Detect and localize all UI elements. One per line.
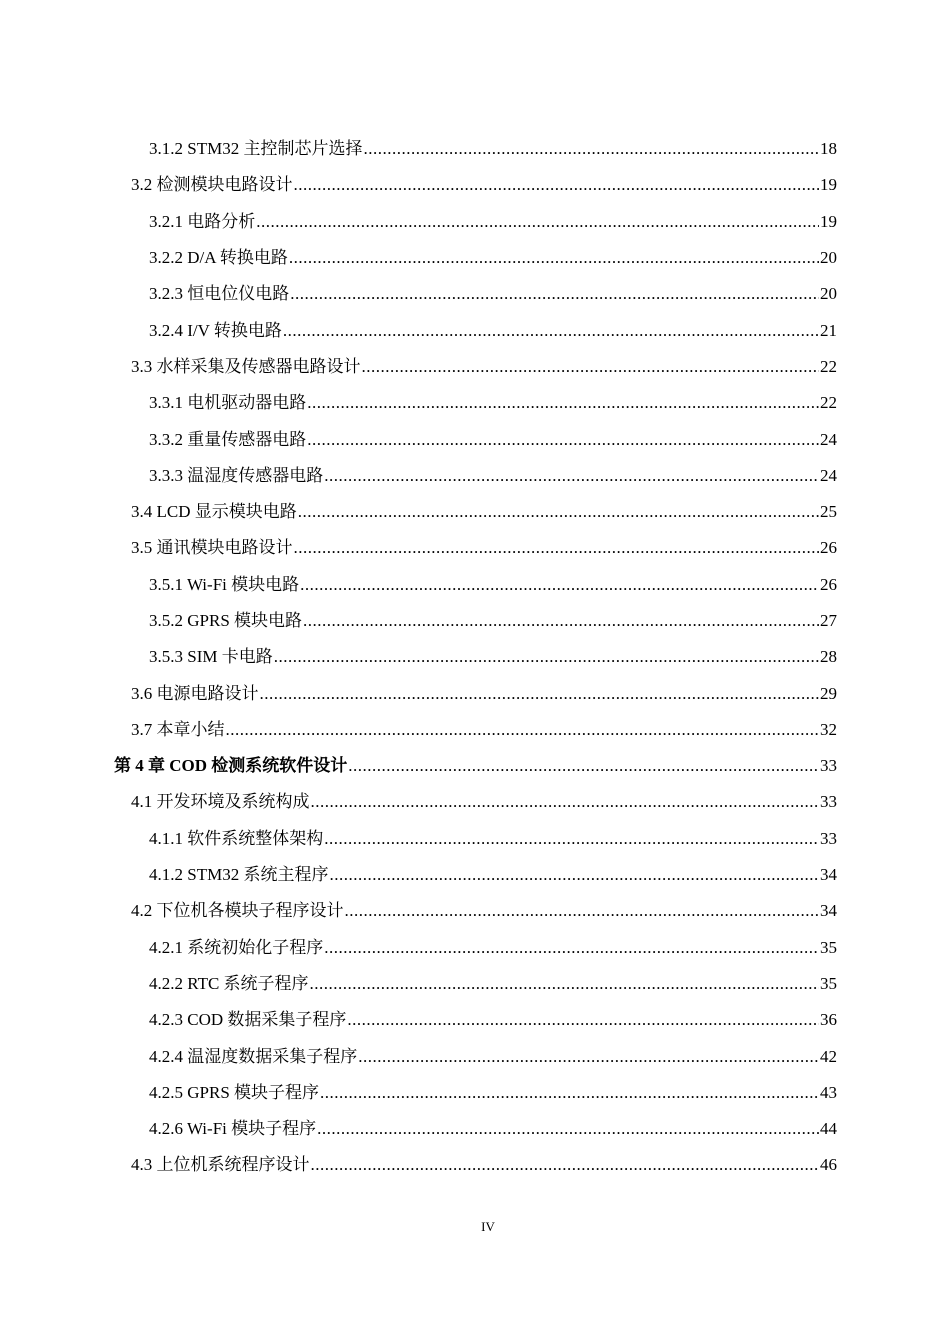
toc-dot-leader xyxy=(347,1010,819,1030)
toc-entry[interactable] xyxy=(0,312,950,348)
toc-entry-page: 33 xyxy=(820,792,837,812)
toc-entry-title: 3.5 通讯模块电路设计 xyxy=(131,538,293,558)
toc-dot-leader xyxy=(303,611,819,631)
toc-entry[interactable] xyxy=(0,857,950,893)
toc-entry-title: 3.2.2 D/A 转换电路 xyxy=(149,248,288,268)
toc-entry-page: 21 xyxy=(820,320,837,340)
toc-entry-title: 3.3.2 重量传感器电路 xyxy=(149,429,307,449)
toc-dot-leader xyxy=(283,321,819,341)
toc-entry-page: 22 xyxy=(820,393,837,413)
toc-dot-leader xyxy=(317,1119,819,1139)
toc-dot-leader xyxy=(311,792,820,812)
toc-entry-page: 35 xyxy=(820,973,837,993)
toc-dot-leader xyxy=(324,829,819,849)
toc-entry-page: 42 xyxy=(820,1046,837,1066)
toc-entry[interactable] xyxy=(0,1038,950,1074)
toc-entry[interactable] xyxy=(0,530,950,566)
toc-entry-page: 27 xyxy=(820,611,837,630)
toc-entry-page: 18 xyxy=(820,139,837,159)
toc-entry-title: 3.5.3 SIM 卡电路 xyxy=(149,647,273,667)
toc-entry-page: 22 xyxy=(820,356,837,376)
toc-entry[interactable] xyxy=(0,1002,950,1038)
toc-entry[interactable] xyxy=(0,712,950,748)
toc-dot-leader xyxy=(348,756,819,776)
toc-entry[interactable] xyxy=(0,966,950,1002)
toc-entry[interactable] xyxy=(0,349,950,385)
toc-entry-title: 3.3.3 温湿度传感器电路 xyxy=(149,465,324,485)
toc-dot-leader xyxy=(298,502,819,522)
toc-dot-leader xyxy=(307,430,819,450)
toc-entry-page: 46 xyxy=(820,1155,837,1175)
toc-entry-title: 3.2.3 恒电位仪电路 xyxy=(149,284,290,304)
toc-entry[interactable] xyxy=(0,639,950,675)
toc-entry-page: 26 xyxy=(820,538,837,558)
toc-entry-title: 4.1.2 STM32 系统主程序 xyxy=(149,865,329,885)
toc-entry-title: 4.2.3 COD 数据采集子程序 xyxy=(149,1010,347,1030)
toc-dot-leader xyxy=(363,139,819,159)
toc-entry-title: 3.2.4 I/V 转换电路 xyxy=(149,320,282,340)
toc-entry-title: 4.2.1 系统初始化子程序 xyxy=(149,937,324,957)
toc-entry[interactable] xyxy=(0,748,950,784)
toc-entry-page: 34 xyxy=(820,865,837,885)
toc-dot-leader xyxy=(300,575,819,595)
toc-entry[interactable] xyxy=(0,675,950,711)
toc-entry-title: 4.2.2 RTC 系统子程序 xyxy=(149,973,309,993)
toc-entry-title: 3.2.1 电路分析 xyxy=(149,211,256,231)
toc-entry-page: 20 xyxy=(820,248,837,268)
toc-entry[interactable] xyxy=(0,1075,950,1111)
toc-entry-page: 34 xyxy=(820,901,837,921)
toc-entry-page: 20 xyxy=(820,284,837,304)
toc-entry[interactable] xyxy=(0,421,950,457)
toc-entry-title: 3.5.1 Wi-Fi 模块电路 xyxy=(149,574,300,594)
toc-entry-page: 44 xyxy=(820,1119,837,1139)
toc-entry-page: 19 xyxy=(820,175,837,195)
toc-dot-leader xyxy=(324,938,819,958)
toc-entry[interactable] xyxy=(0,276,950,312)
toc-dot-leader xyxy=(320,1083,819,1103)
toc-dot-leader xyxy=(345,901,820,921)
toc-entry-title: 3.3 水样采集及传感器电路设计 xyxy=(131,356,361,376)
toc-entry-title: 4.3 上位机系统程序设计 xyxy=(131,1155,310,1175)
toc-entry-page: 43 xyxy=(820,1082,837,1102)
toc-entry[interactable] xyxy=(0,893,950,929)
toc-dot-leader xyxy=(294,175,820,195)
toc-entry-title: 3.5.2 GPRS 模块电路 xyxy=(149,611,303,630)
toc-dot-leader xyxy=(260,684,820,704)
toc-entry-page: 24 xyxy=(820,429,837,449)
toc-entry[interactable] xyxy=(0,603,950,639)
toc-entry-title: 4.2.6 Wi-Fi 模块子程序 xyxy=(149,1119,317,1139)
toc-entry[interactable] xyxy=(0,821,950,857)
toc-entry-page: 33 xyxy=(820,756,837,776)
toc-entry-title: 4.2.5 GPRS 模块子程序 xyxy=(149,1082,320,1102)
toc-entry-title: 3.2 检测模块电路设计 xyxy=(131,175,293,195)
toc-dot-leader xyxy=(226,720,820,740)
toc-entry-title: 4.2.4 温湿度数据采集子程序 xyxy=(149,1046,358,1066)
toc-entry[interactable] xyxy=(0,930,950,966)
toc-dot-leader xyxy=(290,284,819,304)
toc-entry-title: 4.2 下位机各模块子程序设计 xyxy=(131,901,344,921)
toc-entry[interactable] xyxy=(0,784,950,820)
toc-entry[interactable] xyxy=(0,1147,950,1183)
toc-entry-page: 29 xyxy=(820,683,837,703)
table-of-contents xyxy=(0,131,950,1184)
toc-entry-title: 4.1 开发环境及系统构成 xyxy=(131,792,310,812)
toc-dot-leader xyxy=(256,212,819,232)
toc-entry-title: 3.6 电源电路设计 xyxy=(131,683,259,703)
toc-dot-leader xyxy=(274,647,819,667)
toc-entry[interactable] xyxy=(0,204,950,240)
toc-dot-leader xyxy=(362,357,820,377)
toc-entry[interactable] xyxy=(0,458,950,494)
toc-entry-page: 33 xyxy=(820,828,837,848)
toc-entry-title: 4.1.1 软件系统整体架构 xyxy=(149,828,324,848)
page-number: IV xyxy=(481,1219,495,1234)
toc-entry-page: 25 xyxy=(820,502,837,522)
toc-dot-leader xyxy=(294,538,820,558)
toc-entry-title: 3.4 LCD 显示模块电路 xyxy=(131,502,297,522)
toc-dot-leader xyxy=(358,1047,819,1067)
toc-entry-page: 36 xyxy=(820,1010,837,1030)
toc-entry-page: 19 xyxy=(820,211,837,231)
toc-entry[interactable] xyxy=(0,131,950,167)
toc-entry-title: 3.1.2 STM32 主控制芯片选择 xyxy=(149,139,363,159)
toc-entry-page: 24 xyxy=(820,465,837,485)
toc-dot-leader xyxy=(289,248,819,268)
toc-entry-title: 3.7 本章小结 xyxy=(131,719,225,739)
toc-entry-page: 32 xyxy=(820,719,837,739)
toc-entry-page: 28 xyxy=(820,647,837,667)
toc-entry-page: 35 xyxy=(820,937,837,957)
toc-entry[interactable] xyxy=(0,1111,950,1147)
toc-dot-leader xyxy=(310,974,819,994)
toc-dot-leader xyxy=(307,393,819,413)
toc-entry-title: 3.3.1 电机驱动器电路 xyxy=(149,393,307,413)
toc-entry[interactable] xyxy=(0,494,950,530)
toc-entry[interactable] xyxy=(0,167,950,203)
toc-entry[interactable] xyxy=(0,385,950,421)
toc-dot-leader xyxy=(311,1155,820,1175)
toc-dot-leader xyxy=(329,865,819,885)
toc-entry-title: 第 4 章 COD 检测系统软件设计 xyxy=(114,756,348,776)
toc-entry-page: 26 xyxy=(820,574,837,594)
toc-entry[interactable] xyxy=(0,567,950,603)
toc-dot-leader xyxy=(324,466,819,486)
toc-entry[interactable] xyxy=(0,240,950,276)
